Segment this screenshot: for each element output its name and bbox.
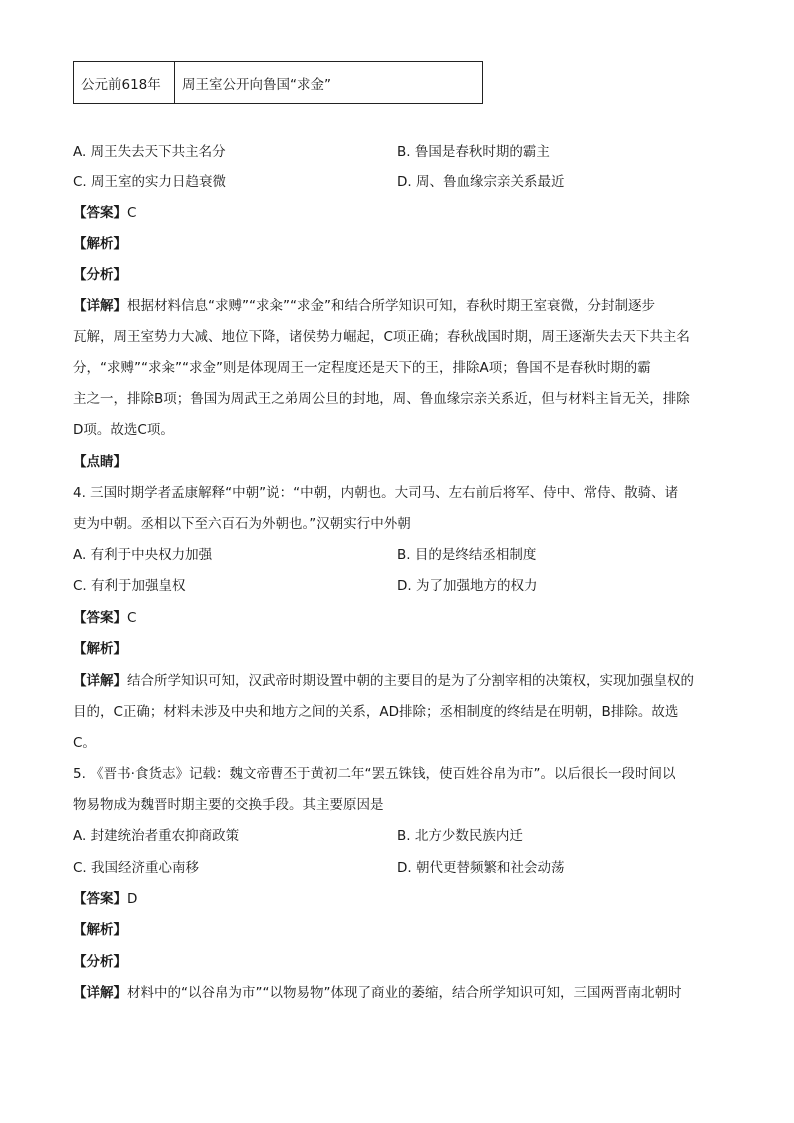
q3-detail-line-4: 主之一，排除B项；鲁国为周武王之弟周公旦的封地，周、鲁血缘宗亲关系近，但与材料主旨无关，排除 — [73, 391, 690, 407]
q4-option-b: B. 目的是终结丞相制度 — [397, 547, 537, 563]
q4-analysis-tag: 【解析】 — [73, 641, 127, 657]
answer-value: C — [127, 205, 137, 221]
answer-tag: 【答案】 — [73, 205, 127, 221]
q5-option-d: D. 朝代更替频繁和社会动荡 — [397, 860, 565, 876]
q3-detail-line-1 — [73, 296, 723, 316]
q4-option-d: D. 为了加强地方的权力 — [397, 578, 538, 594]
answer-value: C — [127, 610, 137, 626]
q3-option-a: A. 周王失去天下共主名分 — [73, 144, 226, 160]
q3-answer-line — [73, 203, 723, 223]
q3-analysis-tag: 【解析】 — [73, 236, 127, 252]
q3-option-d: D. 周、鲁血缘宗亲关系最近 — [397, 174, 565, 190]
q5-option-a: A. 封建统治者重农抑商政策 — [73, 828, 240, 844]
q5-answer-line — [73, 889, 723, 909]
q4-answer-line — [73, 608, 723, 628]
q5-stem-line-2: 物易物成为魏晋时期主要的交换手段。其主要原因是 — [73, 797, 384, 813]
q3-detail-line-3: 分，“求赙”“求籴”“求金”则是体现周王一定程度还是天下的王，排除A项；鲁国不是春秋时期的霸 — [73, 360, 651, 376]
answer-tag: 【答案】 — [73, 891, 127, 907]
q5-option-b: B. 北方少数民族内迁 — [397, 828, 523, 844]
q3-dianjing-tag: 【点睛】 — [73, 454, 127, 470]
source-table — [73, 61, 483, 104]
q4-detail-line-2: 目的，C正确；材料未涉及中央和地方之间的关系，AD排除；丞相制度的终结是在明朝，B排除。故选 — [73, 704, 679, 720]
q4-option-a: A. 有利于中央权力加强 — [73, 547, 213, 563]
q4-option-c: C. 有利于加强皇权 — [73, 578, 186, 594]
q5-detail-line-1 — [73, 983, 723, 1003]
q4-detail-line-3: C。 — [73, 735, 96, 751]
table-year-cell: 公元前618年 — [74, 62, 175, 104]
table-row — [74, 62, 483, 104]
detail-text: 根据材料信息“求赙”“求籴”“求金”和结合所学知识可知，春秋时期王室衰微，分封制逐步 — [127, 298, 655, 314]
q3-fenxi-tag: 【分析】 — [73, 267, 127, 283]
answer-tag: 【答案】 — [73, 610, 127, 626]
q4-stem-line-2: 吏为中朝。丞相以下至六百石为外朝也。”汉朝实行中外朝 — [73, 516, 411, 532]
q4-detail-line-1 — [73, 671, 723, 691]
q5-stem-line-1: 5. 《晋书·食货志》记载：魏文帝曹丕于黄初二年“罢五铢钱，使百姓谷帛为市”。以后很长一段时间以 — [73, 766, 676, 782]
q3-option-b: B. 鲁国是春秋时期的霸主 — [397, 144, 550, 160]
detail-tag: 【详解】 — [73, 298, 127, 314]
q3-detail-line-2: 瓦解，周王室势力大减、地位下降，诸侯势力崛起，C项正确；春秋战国时期，周王逐渐失去天下共主名 — [73, 329, 690, 345]
q3-option-c: C. 周王室的实力日趋衰微 — [73, 174, 227, 190]
q5-fenxi-tag: 【分析】 — [73, 954, 127, 970]
q3-detail-line-5: D项。故选C项。 — [73, 422, 174, 438]
q5-analysis-tag: 【解析】 — [73, 922, 127, 938]
detail-text: 结合所学知识可知，汉武帝时期设置中朝的主要目的是为了分割宰相的决策权，实现加强皇权的 — [127, 673, 694, 689]
q4-stem-line-1: 4. 三国时期学者孟康解释“中朝”说：“中朝，内朝也。大司马、左右前后将军、侍中、常侍、散骑、诸 — [73, 485, 679, 501]
detail-text: 材料中的“以谷帛为市”“以物易物”体现了商业的萎缩，结合所学知识可知，三国两晋南北朝时 — [127, 985, 682, 1001]
answer-value: D — [127, 891, 138, 907]
detail-tag: 【详解】 — [73, 985, 127, 1001]
detail-tag: 【详解】 — [73, 673, 127, 689]
table-event-cell: 周王室公开向鲁国“求金” — [175, 62, 483, 104]
q5-option-c: C. 我国经济重心南移 — [73, 860, 200, 876]
